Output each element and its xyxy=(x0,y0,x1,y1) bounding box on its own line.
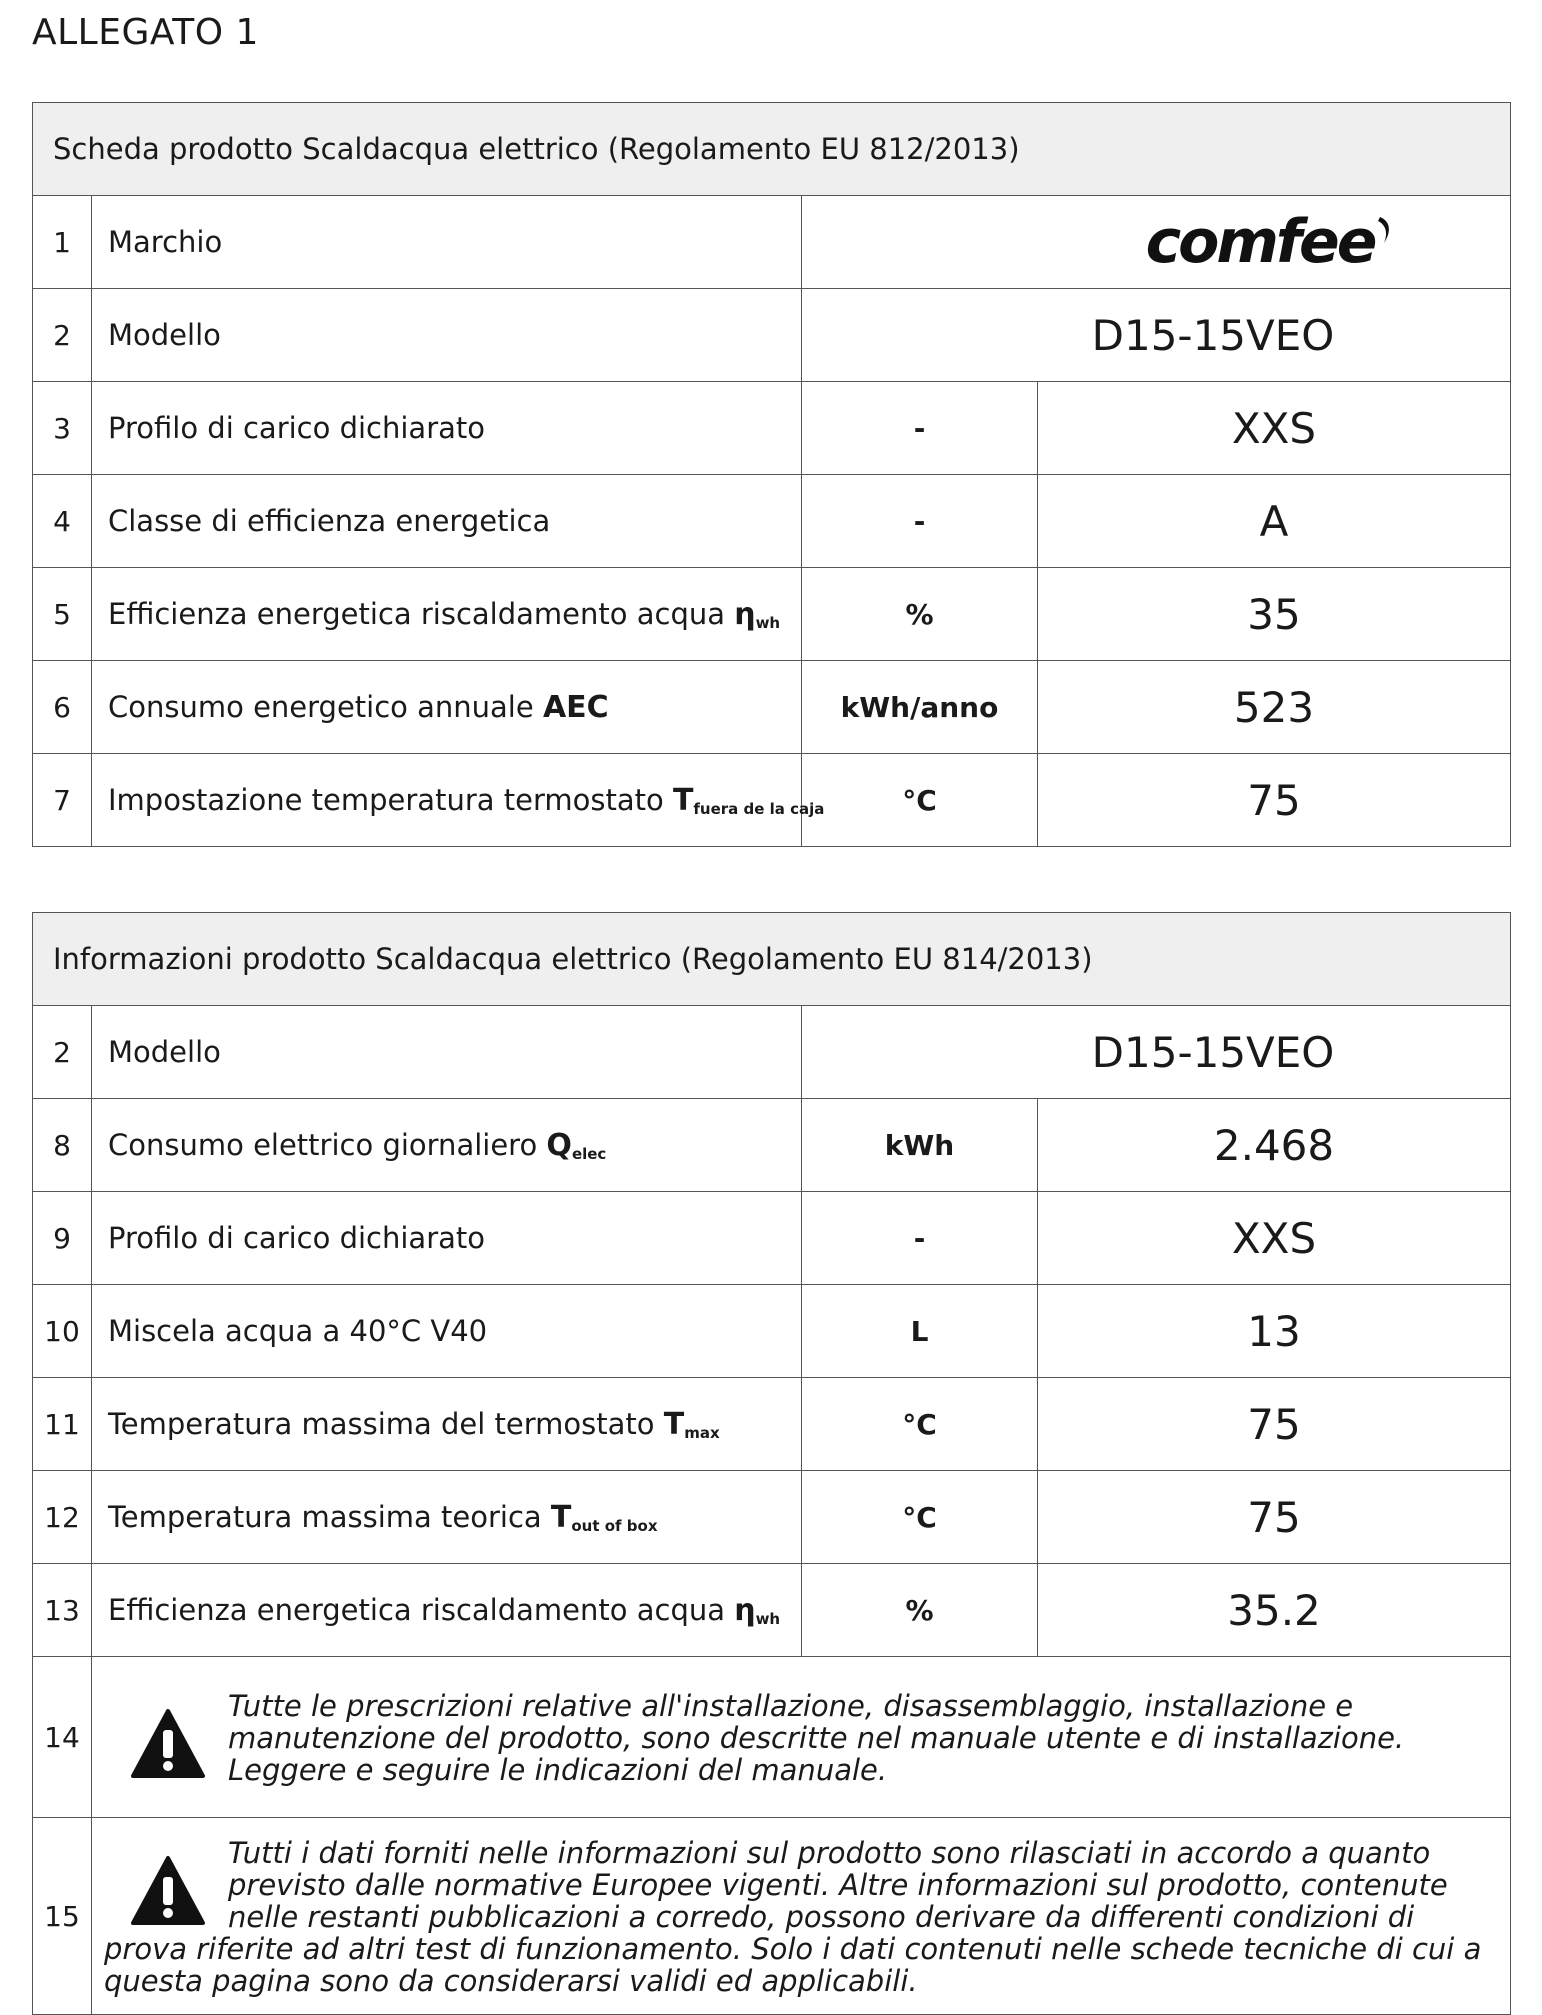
row-number: 10 xyxy=(33,1285,92,1378)
row-symbol-subscript: fuera de la caja xyxy=(693,799,825,818)
table-row xyxy=(33,568,1511,661)
row-symbol-subscript: wh xyxy=(755,613,781,632)
table-row xyxy=(33,1285,1511,1378)
row-number: 6 xyxy=(33,661,92,754)
row-value: 75 xyxy=(1038,754,1511,847)
table-title: Informazioni prodotto Scaldacqua elettrico (Regolamento EU 814/2013) xyxy=(33,913,1511,1006)
row-label xyxy=(92,1285,802,1378)
table-row xyxy=(33,661,1511,754)
row-label xyxy=(92,1378,802,1471)
row-unit: °C xyxy=(802,1471,1038,1564)
row-label-text: Efficienza energetica riscaldamento acqua xyxy=(108,596,735,631)
table-row xyxy=(33,1192,1511,1285)
row-unit: - xyxy=(802,475,1038,568)
row-label xyxy=(92,1192,802,1285)
table-row xyxy=(33,1099,1511,1192)
row-label-text: Consumo energetico annuale xyxy=(108,689,543,724)
row-unit: °C xyxy=(802,1378,1038,1471)
row-unit: - xyxy=(802,1192,1038,1285)
row-symbol: T xyxy=(663,1406,685,1442)
row-label xyxy=(92,475,802,568)
model-value: D15-15VEO xyxy=(802,289,1511,382)
row-unit: % xyxy=(802,1564,1038,1657)
table-row-brand xyxy=(33,196,1511,289)
row-symbol: η xyxy=(734,1592,756,1628)
row-symbol-subscript: wh xyxy=(755,1609,781,1628)
row-symbol: Q xyxy=(546,1127,572,1163)
row-label-text: Efficienza energetica riscaldamento acqua xyxy=(108,1592,735,1627)
table-row xyxy=(33,475,1511,568)
row-unit: kWh/anno xyxy=(802,661,1038,754)
row-unit: °C xyxy=(802,754,1038,847)
table-title-row xyxy=(33,913,1511,1006)
row-number: 14 xyxy=(33,1657,92,1818)
row-label-text: Classe di efficienza energetica xyxy=(108,504,551,538)
row-number: 7 xyxy=(33,754,92,847)
row-symbol-subscript: elec xyxy=(571,1144,607,1163)
table-row-model xyxy=(33,289,1511,382)
product-sheet-table xyxy=(32,102,1511,847)
row-label xyxy=(92,568,802,661)
row-label: Modello xyxy=(92,1006,802,1099)
row-label-text: Temperatura massima del termostato xyxy=(108,1406,664,1441)
row-number: 1 xyxy=(33,196,92,289)
brand-logo-cell xyxy=(802,196,1511,289)
row-label-text: Impostazione temperatura termostato xyxy=(108,782,673,817)
row-label xyxy=(92,1471,802,1564)
row-value: 75 xyxy=(1038,1471,1511,1564)
model-value: D15-15VEO xyxy=(802,1006,1511,1099)
row-label-text: Profilo di carico dichiarato xyxy=(108,1221,485,1255)
row-label-text: Miscela acqua a 40°C V40 xyxy=(108,1314,488,1348)
table-row xyxy=(33,754,1511,847)
row-number: 3 xyxy=(33,382,92,475)
row-value: XXS xyxy=(1038,1192,1511,1285)
row-number: 12 xyxy=(33,1471,92,1564)
row-label xyxy=(92,661,802,754)
row-symbol: AEC xyxy=(542,689,609,725)
note-text: Tutti i dati forniti nelle informazioni sul prodotto sono rilasciati in accordo a quanto previsto dalle normative Europee vigenti. Altre informazioni sul prodotto, contenute nelle restanti pubblicazioni a corredo, possono derivare da differenti condizioni di prova riferite ad altri test di funzionamento. Solo i dati contenuti nelle schede tecniche di cui a questa pagina sono da considerarsi validi ed applicabili. xyxy=(104,1836,1482,1998)
table-row xyxy=(33,382,1511,475)
row-number: 15 xyxy=(33,1818,92,2015)
row-value: 35.2 xyxy=(1038,1564,1511,1657)
row-number: 4 xyxy=(33,475,92,568)
brand-logo-text: comfee xyxy=(1145,207,1375,277)
note-row xyxy=(33,1818,1511,2015)
row-number: 9 xyxy=(33,1192,92,1285)
table-title: Scheda prodotto Scaldacqua elettrico (Regolamento EU 812/2013) xyxy=(33,103,1511,196)
table-title-row xyxy=(33,103,1511,196)
row-label-text: Temperatura massima teorica xyxy=(108,1499,551,1534)
row-symbol: T xyxy=(550,1499,572,1535)
row-value: XXS xyxy=(1038,382,1511,475)
row-value: 523 xyxy=(1038,661,1511,754)
note-text: Tutte le prescrizioni relative all'installazione, disassemblaggio, installazione e manutenzione del prodotto, sono descritte nel manuale utente e di installazione. Leggere e seguire le indicazioni del manuale. xyxy=(228,1689,1405,1787)
row-value: 2.468 xyxy=(1038,1099,1511,1192)
row-value: 75 xyxy=(1038,1378,1511,1471)
logo-swoosh-icon xyxy=(1376,215,1396,245)
table-row xyxy=(33,1378,1511,1471)
row-number: 2 xyxy=(33,289,92,382)
table-row xyxy=(33,1471,1511,1564)
table-row xyxy=(33,1564,1511,1657)
row-label: Marchio xyxy=(92,196,802,289)
row-symbol-subscript: max xyxy=(684,1423,720,1442)
row-unit: - xyxy=(802,382,1038,475)
row-number: 13 xyxy=(33,1564,92,1657)
row-unit: L xyxy=(802,1285,1038,1378)
row-value: A xyxy=(1038,475,1511,568)
row-number: 11 xyxy=(33,1378,92,1471)
row-label-text: Profilo di carico dichiarato xyxy=(108,411,485,445)
row-label-text: Consumo elettrico giornaliero xyxy=(108,1127,547,1162)
row-value: 35 xyxy=(1038,568,1511,661)
row-unit: kWh xyxy=(802,1099,1038,1192)
note-cell xyxy=(92,1657,1511,1818)
table-row-model xyxy=(33,1006,1511,1099)
row-number: 5 xyxy=(33,568,92,661)
warning-triangle-icon xyxy=(130,1708,206,1780)
row-number: 2 xyxy=(33,1006,92,1099)
page-heading: ALLEGATO 1 xyxy=(32,12,259,53)
row-label xyxy=(92,754,825,847)
row-label xyxy=(92,1099,802,1192)
warning-triangle-icon xyxy=(130,1855,206,1927)
brand-logo xyxy=(1146,207,1397,277)
row-symbol: η xyxy=(734,596,756,632)
row-label xyxy=(92,1564,802,1657)
note-cell xyxy=(92,1818,1511,2015)
row-number: 8 xyxy=(33,1099,92,1192)
note-row xyxy=(33,1657,1511,1818)
row-symbol: T xyxy=(672,782,694,818)
row-label xyxy=(92,382,802,475)
product-info-table xyxy=(32,912,1511,2015)
row-unit: % xyxy=(802,568,1038,661)
row-symbol-subscript: out of box xyxy=(571,1516,658,1535)
row-label: Modello xyxy=(92,289,802,382)
row-value: 13 xyxy=(1038,1285,1511,1378)
